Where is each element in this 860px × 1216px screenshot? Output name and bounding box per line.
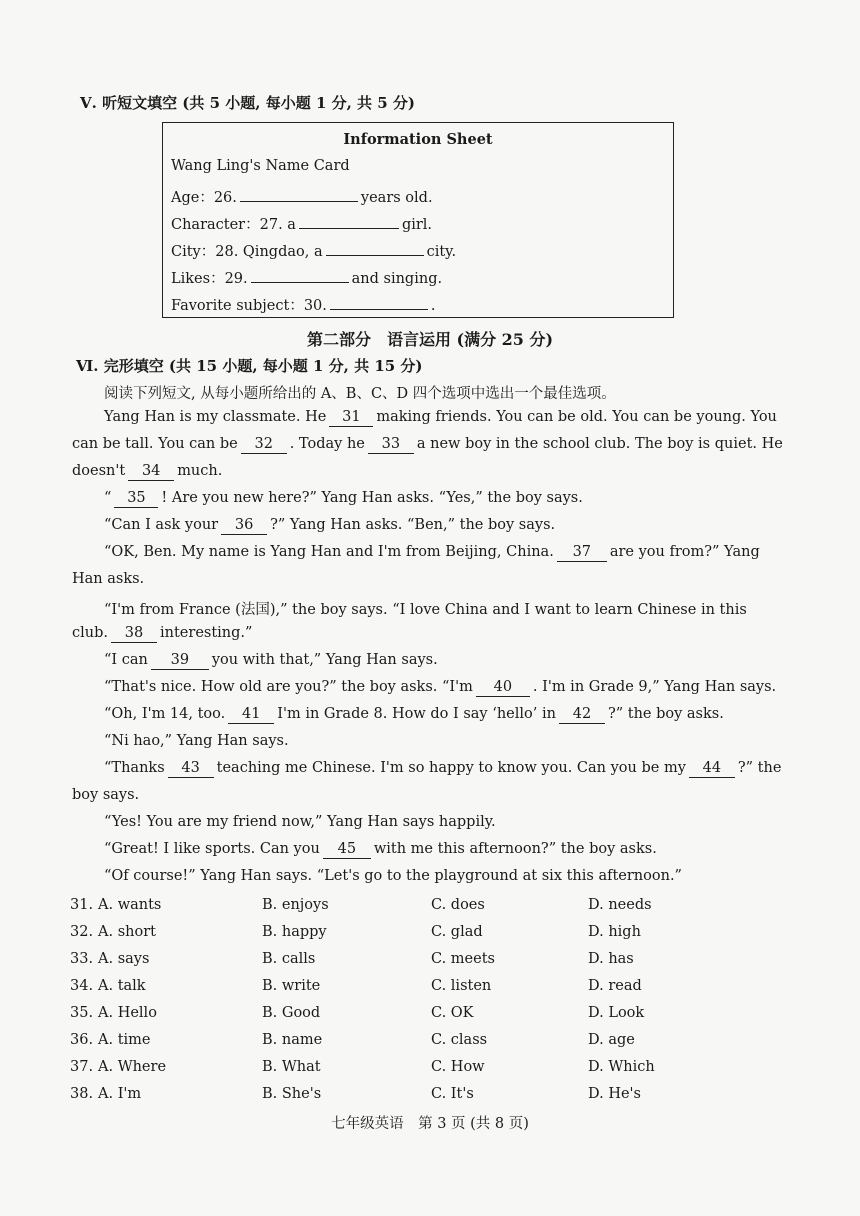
- option-b[interactable]: B. calls: [262, 951, 316, 967]
- passage-text: “That's nice. How old are you?” the boy asks. “I'm: [104, 679, 473, 695]
- passage-text: “Thanks: [104, 760, 165, 776]
- passage-line-6: [104, 544, 760, 562]
- answer-blank-27[interactable]: [299, 212, 399, 229]
- blank-38[interactable]: 38: [111, 625, 157, 643]
- page-footer: 七年级英语 第 3 页 (共 8 页): [331, 1116, 529, 1132]
- option-b[interactable]: B. happy: [262, 924, 327, 940]
- blank-37[interactable]: 37: [557, 544, 607, 562]
- option-a[interactable]: A. time: [98, 1032, 151, 1048]
- passage-text: Yang Han is my classmate. He: [104, 409, 327, 425]
- subject-suffix: .: [430, 298, 436, 314]
- section-5-title: Ⅴ. 听短文填空 (共 5 小题, 每小题 1 分, 共 5 分): [80, 94, 416, 112]
- passage-line-2: [72, 436, 783, 454]
- city-row: [171, 239, 456, 261]
- passage-text: I'm in Grade 8. How do I say ‘hello’ in: [277, 706, 556, 722]
- option-a[interactable]: A. Hello: [98, 1005, 157, 1021]
- option-d[interactable]: D. needs: [588, 897, 652, 913]
- option-d[interactable]: D. He's: [588, 1086, 641, 1102]
- passage-line-13: “Ni hao,” Yang Han says.: [104, 733, 289, 749]
- passage-line-16: “Yes! You are my friend now,” Yang Han says happily.: [104, 814, 496, 830]
- option-d[interactable]: D. has: [588, 951, 634, 967]
- passage-text: making friends. You can be old. You can be young. You: [376, 409, 777, 425]
- option-a[interactable]: A. says: [98, 951, 150, 967]
- passage-text: ?” the boy asks.: [607, 706, 724, 722]
- passage-text: can be tall. You can be: [72, 436, 238, 452]
- blank-44[interactable]: 44: [689, 760, 735, 778]
- option-d[interactable]: D. Which: [588, 1059, 655, 1075]
- answer-blank-30[interactable]: [330, 293, 428, 310]
- option-a[interactable]: A. I'm: [98, 1086, 142, 1102]
- passage-text: ! Are you new here?” Yang Han asks. “Yes,” the boy says.: [161, 490, 583, 506]
- blank-33[interactable]: 33: [368, 436, 414, 454]
- passage-text: “Oh, I'm 14, too.: [104, 706, 226, 722]
- passage-text: . Today he: [289, 436, 365, 452]
- option-a[interactable]: A. wants: [98, 897, 162, 913]
- blank-40[interactable]: 40: [476, 679, 530, 697]
- question-number: 34.: [70, 978, 94, 994]
- passage-line-7: Han asks.: [72, 571, 145, 587]
- passage-text: ?” the: [737, 760, 782, 776]
- passage-text: are you from?” Yang: [609, 544, 760, 560]
- subject-row: [171, 293, 435, 315]
- passage-line-18: “Of course!” Yang Han says. “Let's go to the playground at six this afternoon.”: [104, 868, 682, 884]
- passage-text: you with that,” Yang Han says.: [211, 652, 438, 668]
- passage-line-12: [104, 706, 724, 724]
- question-number: 35.: [70, 1005, 94, 1021]
- city-label: City：28. Qingdao, a: [171, 244, 323, 260]
- passage-text: doesn't: [72, 463, 126, 479]
- likes-row: [171, 266, 442, 288]
- part-2-title: 第二部分 语言运用 (满分 25 分): [306, 330, 554, 349]
- likes-label: Likes：29.: [171, 271, 248, 287]
- section-6-instruction: 阅读下列短文, 从每小题所给出的 A、B、C、D 四个选项中选出一个最佳选项。: [104, 386, 616, 402]
- blank-41[interactable]: 41: [228, 706, 274, 724]
- blank-43[interactable]: 43: [168, 760, 214, 778]
- option-d[interactable]: D. read: [588, 978, 642, 994]
- age-row: [171, 185, 433, 207]
- option-a[interactable]: A. short: [98, 924, 156, 940]
- passage-text: “Great! I like sports. Can you: [104, 841, 320, 857]
- option-c[interactable]: C. does: [431, 897, 485, 913]
- passage-line-5: [104, 517, 555, 535]
- passage-text: with me this afternoon?” the boy asks.: [373, 841, 657, 857]
- information-sheet: [162, 122, 674, 318]
- character-label: Character：27. a: [171, 217, 296, 233]
- passage-line-1: [104, 409, 777, 427]
- option-c[interactable]: C. listen: [431, 978, 492, 994]
- option-c[interactable]: C. It's: [431, 1086, 474, 1102]
- option-b[interactable]: B. name: [262, 1032, 323, 1048]
- passage-text: “OK, Ben. My name is Yang Han and I'm from Beijing, China.: [104, 544, 554, 560]
- city-suffix: city.: [426, 244, 457, 260]
- answer-blank-28[interactable]: [326, 239, 424, 256]
- passage-text: interesting.”: [160, 625, 253, 641]
- option-d[interactable]: D. Look: [588, 1005, 645, 1021]
- answer-blank-26[interactable]: [240, 185, 358, 202]
- option-b[interactable]: B. write: [262, 978, 321, 994]
- question-number: 38.: [70, 1086, 94, 1102]
- option-a[interactable]: A. Where: [98, 1059, 167, 1075]
- option-b[interactable]: B. She's: [262, 1086, 322, 1102]
- passage-text: a new boy in the school club. The boy is quiet. He: [416, 436, 783, 452]
- option-c[interactable]: C. OK: [431, 1005, 474, 1021]
- blank-39[interactable]: 39: [151, 652, 209, 670]
- option-b[interactable]: B. Good: [262, 1005, 321, 1021]
- blank-42[interactable]: 42: [559, 706, 605, 724]
- option-d[interactable]: D. age: [588, 1032, 635, 1048]
- question-number: 37.: [70, 1059, 94, 1075]
- passage-line-4: [104, 490, 583, 508]
- option-d[interactable]: D. high: [588, 924, 641, 940]
- passage-line-10: [104, 652, 438, 670]
- passage-line-3: [72, 463, 222, 481]
- option-b[interactable]: B. What: [262, 1059, 321, 1075]
- passage-line-14: [104, 760, 781, 778]
- passage-line-11: [104, 679, 776, 697]
- question-number: 32.: [70, 924, 94, 940]
- passage-text: “I can: [104, 652, 148, 668]
- question-number: 31.: [70, 897, 94, 913]
- blank-31[interactable]: 31: [329, 409, 373, 427]
- age-label: Age：26.: [171, 190, 237, 206]
- passage-text: teaching me Chinese. I'm so happy to know you. Can you be my: [216, 760, 686, 776]
- blank-34[interactable]: 34: [128, 463, 174, 481]
- blank-45[interactable]: 45: [323, 841, 371, 859]
- blank-32[interactable]: 32: [241, 436, 287, 454]
- option-b[interactable]: B. enjoys: [262, 897, 329, 913]
- passage-line-17: [104, 841, 657, 859]
- question-number: 33.: [70, 951, 94, 967]
- passage-line-15: boy says.: [72, 787, 140, 803]
- character-suffix: girl.: [401, 217, 433, 233]
- option-c[interactable]: C. meets: [431, 951, 495, 967]
- info-sheet-title: Information Sheet: [343, 131, 493, 148]
- passage-line-9: [72, 625, 252, 643]
- age-suffix: years old.: [360, 190, 433, 206]
- question-number: 36.: [70, 1032, 94, 1048]
- answer-blank-29[interactable]: [251, 266, 349, 283]
- passage-text: ?” Yang Han asks. “Ben,” the boy says.: [270, 517, 556, 533]
- option-c[interactable]: C. How: [431, 1059, 485, 1075]
- option-c[interactable]: C. class: [431, 1032, 488, 1048]
- option-a[interactable]: A. talk: [98, 978, 146, 994]
- passage-text: . I'm in Grade 9,” Yang Han says.: [532, 679, 777, 695]
- passage-text: “Can I ask your: [104, 517, 219, 533]
- blank-35[interactable]: 35: [114, 490, 158, 508]
- name-card-label: Wang Ling's Name Card: [171, 158, 350, 174]
- blank-36[interactable]: 36: [221, 517, 267, 535]
- likes-suffix: and singing.: [351, 271, 443, 287]
- section-6-title: Ⅵ. 完形填空 (共 15 小题, 每小题 1 分, 共 15 分): [76, 357, 423, 375]
- passage-text: much.: [177, 463, 223, 479]
- character-row: [171, 212, 432, 234]
- passage-text: club.: [72, 625, 108, 641]
- passage-line-8: “I'm from France (法国),” the boy says. “I love China and I want to learn Chinese in this: [104, 602, 747, 618]
- passage-text: “: [104, 490, 112, 506]
- option-c[interactable]: C. glad: [431, 924, 483, 940]
- subject-label: Favorite subject：30.: [171, 298, 327, 314]
